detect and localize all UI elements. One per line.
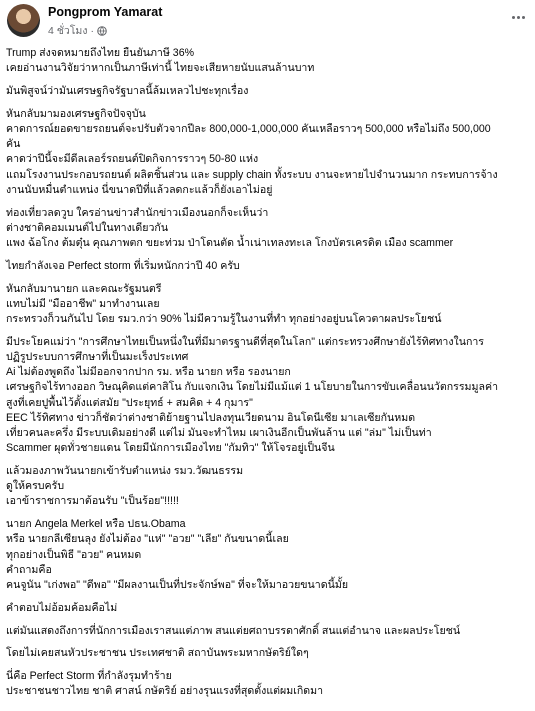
post-paragraph [6, 624, 528, 639]
post-text-line: แถมโรงงานประกอบรถยนต์ ผลิตชิ้นส่วน และ supply chain ทั้งระบบ งานจะหายไปจำนวนมาก กระทบการจ้าง [6, 168, 498, 181]
post-body [6, 46, 528, 707]
post-text-line: หันกลับมานายก และคณะรัฐมนตรี [6, 282, 162, 295]
post-paragraph [6, 646, 528, 661]
post-text-line: แต่มันแสดงถึงการที่นักการเมืองเราสนแต่ภาพ สนแต่ยศถาบรรดาศักดิ์ สนแต่อำนาจ และผลประโยชน์ [6, 624, 461, 637]
author-name[interactable]: Pongprom Yamarat [48, 5, 163, 19]
post-text-line: Trump ส่งจดหมายถึงไทย ยืนยันภาษี 36% [6, 47, 195, 59]
post-paragraph [6, 601, 528, 616]
post-paragraph [6, 259, 528, 274]
post-text-line: เศรษฐกิจไร้ทางออก วิษณุคิดแต่คาสิโน กับแจกเงิน โดยไม่มีแม้แต่ 1 นโยบายในการขับเคลื่อนนวัตกรรมมูลค่า [6, 381, 499, 394]
post-paragraph [6, 206, 528, 252]
post-paragraph [6, 46, 528, 76]
globe-icon [97, 26, 107, 36]
post-text-line: ต่างชาติคอมเมนต์ไปในทางเดียวกัน [6, 221, 169, 234]
post-meta: 4 ชั่วโมง · [48, 22, 107, 39]
post-text-line: มันพิสูจน์ว่ามันเศรษฐกิจรัฐบาลนี้ล้มเหลวไปชะทุกเรื่อง [6, 85, 249, 97]
post-text-line: โดยไม่เคยสนหัวประชาชน ประเทศชาติ สถาบันพระมหากษัตริย์ใดๆ [6, 647, 309, 660]
post-text-line: คาดการณ์ยอดขายรถยนต์จะปรับตัวจากปีละ 800,000-1,000,000 คันเหลือราวๆ 500,000 หรือไม่ถึง 500,000 [6, 123, 491, 135]
post-paragraph [6, 335, 528, 457]
post-text-line: EEC ไร้ทิศทาง ข่าวก็ชัดว่าต่างชาติย้ายฐานไปลงทุนเวียดนาม อินโดนีเซีย มาเลเซียกันหมด [6, 411, 416, 424]
post-text-line: คำตอบไม่อ้อมค้อมคือไม่ [6, 601, 118, 614]
post-text-line: เอาข้าราชการมาต้อนรับ "เป็นร้อย"!!!!! [6, 495, 179, 508]
post-text-line: ประชาชนชาวไทย ชาติ ศาสน์ กษัตริย์ อย่างรุนแรงที่สุดตั้งแต่ผมเกิดมา [6, 685, 324, 698]
post-paragraph [6, 282, 528, 328]
post-text-line: คัน [6, 138, 21, 151]
post-text-line: เคยอ่านงานวิจัยว่าหากเป็นภาษีเท่านี้ ไทยจะเสียหายนับแสนล้านบาท [6, 62, 315, 75]
post-text-line: แล้วมองภาพวันนายกเข้ารับตำแหน่ง รมว.วัฒนธรรม [6, 465, 244, 478]
post-text-line: ปฏิรูประบบการศึกษาที่เป็นมะเร็งประเทศ [6, 351, 189, 364]
post-text-line: หันกลับมามองเศรษฐกิจปัจจุบัน [6, 107, 146, 120]
post-text-line: Ai ไม่ต้องพูดถึง ไม่มีออกจากปาก รม. หรือ นายก หรือ รองนายก [6, 366, 291, 379]
post-text-line: กระทรวงก็วนกันไป โดย รมว.กว่า 90% ไม่มีความรู้ในงานที่ทำ ทุกอย่างอยู่บนโควตาผลประโยชน์ [6, 313, 442, 326]
post-text-line: แทบไม่มี "มืออาชีพ" มาทำงานเลย [6, 297, 160, 310]
post-text-line: ทุกอย่างเป็นพิธี "อวย" คนหมด [6, 548, 142, 561]
post-paragraph [6, 84, 528, 99]
post-header [0, 0, 535, 44]
post-text-line: ท่องเที่ยวลดวูบ ใครอ่านข่าวสำนักข่าวเมืองนอกก็จะเห็นว่า [6, 206, 269, 219]
post-paragraph [6, 107, 528, 198]
post-text-line: นายก Angela Merkel หรือ ปธน.Obama [6, 518, 186, 531]
post-text-line: Scammer ผุดทั่วชายแดน โดยมีนักการเมืองไทย "กัมทิว" ให้โจรอยู่เป็นจีน [6, 442, 335, 455]
post-text-line: คนจูนัน "เก่งพอ" "ดีพอ" "มีผลงานเป็นที่ประจักษ์พอ" ที่จะให้มาอวยขนาดนี้มั้ย [6, 579, 349, 592]
post-text-line: ไทยกำลังเจอ Perfect storm ที่เริ่มหนักกว่าปี 40 ครับ [6, 259, 240, 272]
post-paragraph [6, 669, 528, 699]
post-text-line: เที่ยวคนละครึ่ง มีระบบเดิมอย่างดี แต่ไม่ มันจะทำไหม เผาเงินอีกเป็นพันล้าน แต่ "ล่ม" ไม่เป็นท่า [6, 427, 432, 440]
post-text-line: แพง ฉ้อโกง ต้มตุ๋น คุณภาพตก ขยะท่วม ป่าโดนตัด น้ำเน่าเทลงทะเล โกงบัตรเครดิต เมือง scammer [6, 237, 454, 250]
post-text-line: ดูให้ครบครับ [6, 480, 65, 493]
post-paragraph [6, 517, 528, 593]
avatar[interactable] [7, 4, 40, 37]
post-text-line: คำถามคือ [6, 563, 52, 576]
post-time[interactable]: 4 ชั่วโมง [48, 25, 88, 37]
post-text-line: คาดว่าปีนี้จะมีดีลเลอร์รถยนต์ปิดกิจการราวๆ 50-80 แห่ง [6, 153, 259, 166]
post-text-line: หรือ นายกลีเซียนลุง ยังไม่ต้อง "แห่" "อวย" "เลีย" กันขนาดนี้เลย [6, 533, 289, 546]
more-options-icon[interactable] [507, 8, 529, 26]
post-paragraph [6, 464, 528, 510]
post-text-line: มีประโยคแม่ว่า "การศึกษาไทยเป็นหนึ่งในที่มีมาตรฐานดีที่สุดในโลก" แต่กระทรวงศึกษายังไร้ทิศทางในการ [6, 335, 484, 348]
post-text-line: งานนับหมื่นตำแหน่ง นี่ขนาดปีที่แล้วลดกะแล้วก็ยังเอาไม่อยู่ [6, 183, 273, 196]
post-text-line: สูงที่เคยปูพื้นไว้ตั้งแต่สมัย "ประยุทธ์ + สมคิด + 4 กุมาร" [6, 396, 253, 409]
post-text-line: นี่คือ Perfect Storm ที่กำลังรุมทำร้าย [6, 670, 172, 683]
